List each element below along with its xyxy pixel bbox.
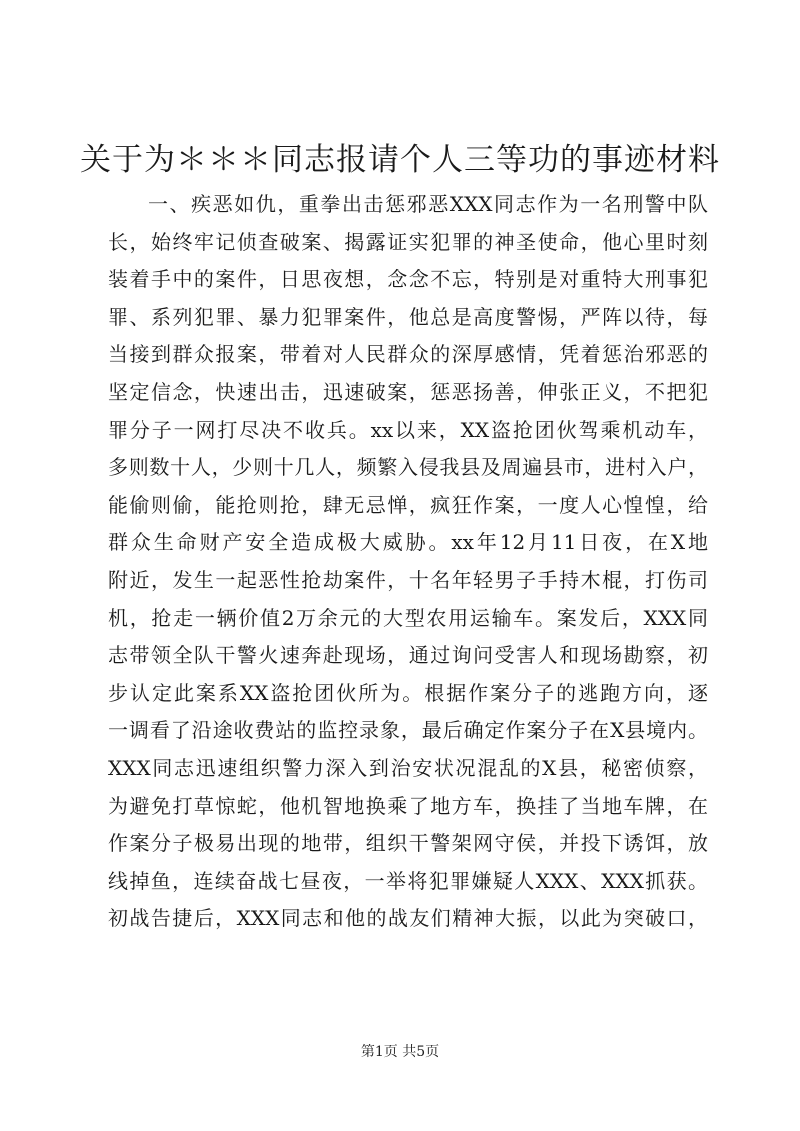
body-line: 机，抢走一辆价值2万余元的大型农用运输车。案发后，XXX同 — [108, 605, 708, 630]
body-line: 群众生命财产安全造成极大威胁。xx年12月11日夜，在X地 — [108, 530, 708, 555]
body-line: 线掉鱼，连续奋战七昼夜，一举将犯罪嫌疑人XXX、XXX抓获。 — [108, 868, 708, 893]
body-line: 一调看了沿途收费站的监控录象，最后确定作案分子在X县境内。 — [108, 718, 708, 743]
body-line: 能偷则偷，能抢则抢，肆无忌惮，疯狂作案，一度人心惶惶，给 — [108, 492, 708, 517]
body-line: 当接到群众报案，带着对人民群众的深厚感情，凭着惩治邪恶的 — [108, 342, 708, 367]
body-line: 装着手中的案件，日思夜想，念念不忘，特别是对重特大刑事犯 — [108, 267, 708, 292]
body-line: 志带领全队干警火速奔赴现场，通过询问受害人和现场勘察，初 — [108, 643, 708, 668]
body-line: 附近，发生一起恶性抢劫案件，十名年轻男子手持木棍，打伤司 — [108, 567, 708, 592]
document-body — [108, 186, 708, 938]
body-line: 罪分子一网打尽决不收兵。xx以来，XX盗抢团伙驾乘机动车， — [108, 417, 708, 442]
body-line: 坚定信念，快速出击，迅速破案，惩恶扬善，伸张正义，不把犯 — [108, 379, 708, 404]
body-line: 长，始终牢记侦查破案、揭露证实犯罪的神圣使命，他心里时刻 — [108, 229, 708, 254]
body-line: 为避免打草惊蛇，他机智地换乘了地方车，换挂了当地车牌，在 — [108, 793, 708, 818]
body-line: 多则数十人，少则十几人，频繁入侵我县及周遍县市，进村入户， — [108, 455, 708, 480]
body-line: XXX同志迅速组织警力深入到治安状况混乱的X县，秘密侦察， — [108, 755, 708, 780]
body-line: 一、疾恶如仇，重拳出击惩邪恶XXX同志作为一名刑警中队 — [148, 192, 708, 216]
page-number: 第1页 共5页 — [360, 1044, 440, 1060]
body-line: 步认定此案系XX盗抢团伙所为。根据作案分子的逃跑方向，逐 — [108, 680, 708, 705]
body-line: 作案分子极易出现的地带，组织干警架网守侯，并投下诱饵，放 — [108, 831, 708, 856]
document-title: 关于为＊＊＊同志报请个人三等功的事迹材料 — [80, 142, 720, 178]
body-line: 罪、系列犯罪、暴力犯罪案件，他总是高度警惕，严阵以待，每 — [108, 304, 708, 329]
body-line: 初战告捷后，XXX同志和他的战友们精神大振，以此为突破口， — [108, 906, 708, 931]
